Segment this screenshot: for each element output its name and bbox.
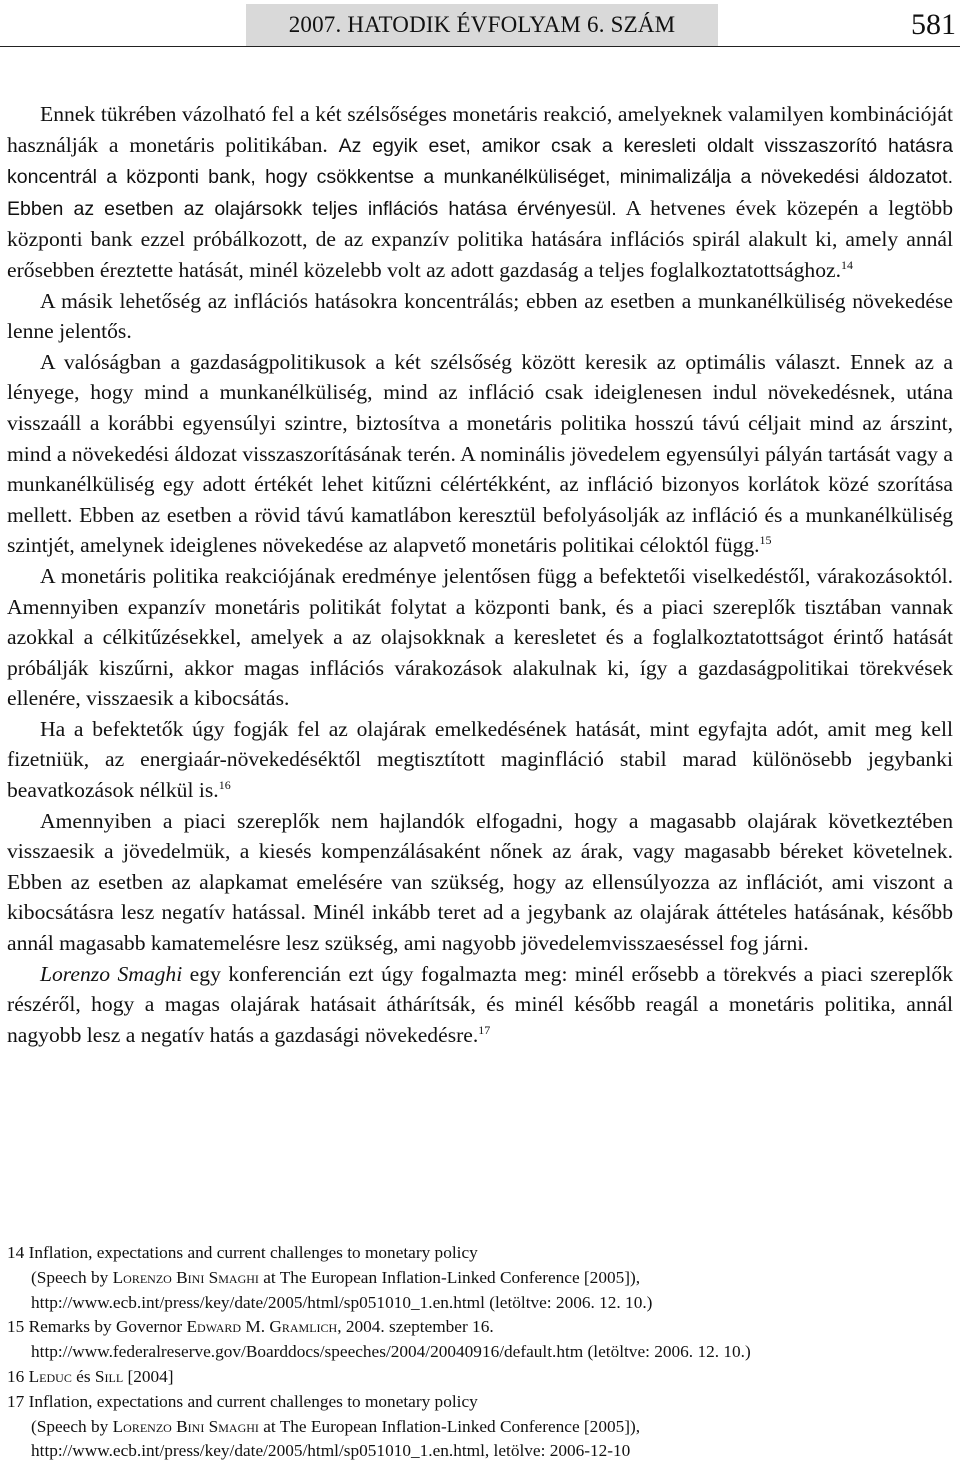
footnote-16-prefix: 16 xyxy=(7,1366,29,1386)
paragraph-5-text: Ha a befektetők úgy fogják fel az olajárak emelkedésének hatását, mint egyfajta adót, amit meg kell fizetniük, az energiaár-növekedéséktől megtisztított maginfláció stabil marad különösebb jegybanki beavatkozások nélkül is. xyxy=(7,716,953,803)
footnote-ref-14[interactable]: 14 xyxy=(841,257,854,272)
footnote-15-url[interactable]: http://www.federalreserve.gov/Boarddocs/speeches/2004/20040916/default.htm (letöltve: 2006. 12. 10.) xyxy=(31,1342,751,1362)
paragraph-5 xyxy=(7,714,953,806)
footnote-16-year: [2004] xyxy=(123,1366,174,1386)
paragraph-4: A monetáris politika reakciójának eredménye jelentősen függ a befektetői viselkedéstől, várakozásoktól. Amennyiben expanzív monetáris politikát folytat a központi bank, és a piaci szereplők tisztában vannak azokkal a célkitűzésekkel, amelyek a az olajsokknak a keresletet és a foglalkoztatottságot érintő hatását próbálják kiszűrni, akkor magas inflációs várakozások alakulnak ki, így a gazdaságpolitikai törekvések ellenére, visszaesik a kibocsátás. xyxy=(7,563,953,711)
footnote-14-speech-prefix: (Speech by xyxy=(31,1267,113,1287)
page-number: 581 xyxy=(911,8,956,41)
footnote-15-date: , 2004. szeptember 16. xyxy=(337,1317,494,1337)
footnote-17 xyxy=(7,1390,953,1464)
footnote-16 xyxy=(7,1365,953,1390)
paragraph-1-sentence-a: Ennek tükrében vázolható fel a két szélsőséges monetáris reakció, amelyeknek valamilyen kombinációját használják a monetáris politikában. xyxy=(7,102,953,157)
footnote-16-conjunction: és xyxy=(71,1366,95,1386)
paragraph-7-text: egy konferencián ezt úgy fogalmazta meg: minél erősebb a törekvés a piaci szereplők részéről, hogy a magas olajárak hatásait áthárítsák, és minél később reagál a monetáris politika, annál nagyobb lesz a negatív hatás a gazdasági növekedésre. xyxy=(7,961,953,1047)
footnote-16-author-2: Sill xyxy=(94,1366,124,1386)
paragraph-2: A másik lehetőség az inflációs hatásokra koncentrálás; ebben az esetben a munkanélküliség növekedése lenne jelentős. xyxy=(7,288,953,344)
paragraph-1-sentence-b: Az egyik eset, amikor csak a keresleti oldalt visszaszorító hatásra koncentrál a központi bank, hogy csökkentse a munkanélküliséget, minimalizálja a növekedési áldozatot. Ebben az esetben az olajársokk teljes inflációs hatása érvényesül. xyxy=(7,134,953,220)
footnote-14 xyxy=(7,1241,953,1315)
paragraph-1-sentence-c: A hetvenes évek közepén a legtöbb központi bank ezzel próbálkozott, de az expanzív politika hatására inflációs spirál alakult ki, amely annál erősebben éreztette hatását, minél közelebb volt az adott gazdaság a teljes foglalkoztatottsághoz. xyxy=(7,195,953,282)
footnote-15 xyxy=(7,1315,953,1365)
footnote-17-speech-prefix: (Speech by xyxy=(31,1416,113,1436)
footnote-14-url[interactable]: http://www.ecb.int/press/key/date/2005/html/sp051010_1.en.html (letöltve: 2006. 12. 10.) xyxy=(31,1292,653,1312)
quoted-author-name: Lorenzo Smaghi xyxy=(40,961,183,986)
footnote-ref-15[interactable]: 15 xyxy=(759,533,772,548)
paragraph-6: Amennyiben a piaci szereplők nem hajlandók elfogadni, hogy a magasabb olajárak következtében visszaesik a jövedelmük, a kiesés kompenzálásaként nőnek az árak, vagy magasabb béreket követelnek. Ebben az esetben az alapkamat emelésére van szükség, hogy az ellensúlyozza az inflációt, ami viszont a kibocsátásra lesz negatív hatással. Minél inkább teret ad a jegybank az olajárak áttételes hatásának, később annál magasabb kamatemelésre lesz szükség, ami nagyobb jövedelemvisszaeséssel fog járni. xyxy=(7,808,953,956)
footnote-17-speech xyxy=(7,1415,953,1440)
footnote-16-author-1: Leduc xyxy=(28,1366,72,1386)
footnote-14-speech-suffix: at The European Inflation-Linked Conference [2005]), xyxy=(258,1267,641,1287)
footnote-17-title: 17 Inflation, expectations and current challenges to monetary policy xyxy=(7,1391,478,1411)
footnote-ref-16[interactable]: 16 xyxy=(218,778,231,793)
paragraph-1 xyxy=(7,99,953,286)
paragraph-3 xyxy=(7,347,953,561)
page-header xyxy=(0,0,960,48)
footnote-17-speaker: Lorenzo Bini Smaghi xyxy=(112,1416,259,1436)
header-divider xyxy=(0,46,960,47)
article-body xyxy=(7,99,953,1050)
footnote-14-speaker: Lorenzo Bini Smaghi xyxy=(112,1267,259,1287)
footnotes-section xyxy=(7,1241,953,1464)
footnote-17-speech-suffix: at The European Inflation-Linked Conference [2005]), xyxy=(258,1416,641,1436)
footnote-15-prefix: 15 Remarks by Governor xyxy=(7,1317,187,1337)
footnote-14-title: 14 Inflation, expectations and current challenges to monetary policy xyxy=(7,1243,478,1262)
paragraph-7 xyxy=(7,959,953,1051)
footnote-14-speech xyxy=(7,1266,953,1291)
footnote-17-url[interactable]: http://www.ecb.int/press/key/date/2005/html/sp051010_1.en.html, letölve: 2006-12-10 xyxy=(31,1441,631,1461)
paragraph-3-text: A valóságban a gazdaságpolitikusok a két szélsőség között keresik az optimális választ. Ennek az a lényege, hogy mind a munkanélküliség, mind az infláció csak ideiglenesen indul növekedésnek, utána visszaáll a korábbi egyensúlyi szintre, biztosítva a monetáris politika hosszú távú céljait mind az árszint, mind a növekedési áldozat visszaszorításának terén. A nominális jövedelem egyensúlyi pályán tartását vagy a munkanélküliség egy adott értékét lehet kitűzni célértékként, az infláció bizonyos korlátok közé szorítása mellett. Ebben az esetben a rövid távú kamatlábon keresztül befolyásolják az infláció és a munkanélküliség szintjét, amelynek ideiglenes növekedése az alapvető monetáris politikai céloktól függ. xyxy=(7,349,953,558)
footnote-15-speaker: Edward M. Gramlich xyxy=(186,1317,338,1337)
footnote-ref-17[interactable]: 17 xyxy=(478,1022,491,1037)
journal-issue-title: 2007. HATODIK ÉVFOLYAM 6. SZÁM xyxy=(246,4,718,46)
